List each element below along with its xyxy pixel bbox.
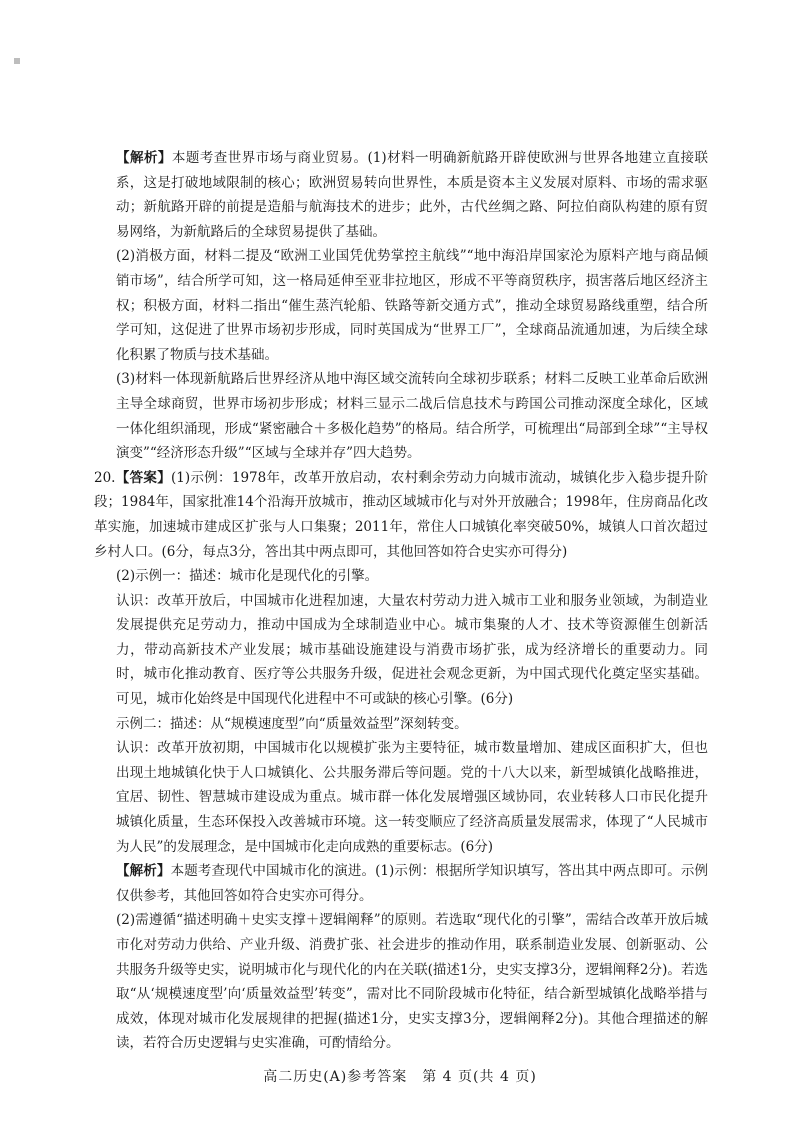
q20-example2-body: 认识：改革开放初期，中国城市化以规模扩张为主要特征，城市数量增加、建成区面积扩大，但也出现土地城镇化快于人口城镇化、公共服务滞后等问题。党的十八大以来，新型城镇化战略推进，宜居、韧性、智慧城市建设成为重点。城市群一体化发展增强区域协同，农业转移人口市民化提升城镇化质量，生态环保投入改善城市环境。这一转变顺应了经济高质量发展需求，体现了“人民城市为人民”的发展理念，是中国城市化走向成熟的重要标志。(6分) (116, 740, 708, 855)
q20-analysis-part2: (2)需遵循“描述明确＋史实支撑＋逻辑阐释”的原则。若选取“现代化的引擎”，需结合改革开放后城市化对劳动力供给、产业升级、消费扩张、社会进步的推动作用，联系制造业发展、创新驱动、公共服务升级等史实，说明城市化与现代化的内在关联(描述1分，史实支撑3分，逻辑阐释2分)。若选取“从‘规模速度型’向‘质量效益型’转变”，需对比不同阶段城市化特征，结合新型城镇化战略举措与成效，体现对城市化发展规律的把握(描述1分，史实支撑3分，逻辑阐释2分)。其他合理描述的解读，若符合历史逻辑与史实准确，可酌情给分。 (116, 912, 708, 1052)
answer-tag: 【答案】 (115, 469, 172, 486)
q20-example1-title: (2)示例一：描述：城市化是现代化的引擎。 (116, 568, 379, 585)
q19-part3: (3)材料一体现新航路后世界经济从地中海区域交流转向全球初步联系；材料二反映工业革命后欧洲主导全球商贸，世界市场初步形成；材料三显示二战后信息技术与跨国公司推动深度全球化，区域一体化组织涌现，形成“紧密融合＋多极化趋势”的格局。结合所学，可梳理出“局部到全球”“主导权演变”“经济形态升级”“区域与全球并存”四大趋势。 (116, 371, 708, 462)
q19-analysis (116, 146, 708, 244)
page-footer: 高二历史(A)参考答案 第 4 页(共 4 页) (263, 1069, 537, 1085)
analysis-tag: 【解析】 (116, 863, 171, 880)
question-number: 20. (94, 469, 116, 486)
q19-analysis-text: 本题考查世界市场与商业贸易。(1)材料一明确新航路开辟使欧洲与世界各地建立直接联系，这是打破地域限制的核心；欧洲贸易转向世界性，本质是资本主义发展对原料、市场的需求驱动；新航路开辟的前提是造船与航海技术的进步；此外，古代丝绸之路、阿拉伯商队构建的原有贸易网络，为新航路后的全球贸易提供了基础。 (116, 150, 708, 240)
analysis-tag: 【解析】 (116, 150, 172, 166)
q20-example2-title: 示例二：描述：从“规模速度型”向“质量效益型”深刻转变。 (116, 715, 468, 732)
q19-part2: (2)消极方面，材料二提及“欧洲工业国凭优势掌控主航线”“地中海沿岸国家沦为原料产地与商品倾销市场”，结合所学可知，这一格局延伸至亚非拉地区，形成不平等商贸秩序，损害落后地区经济主权；积极方面，材料二指出“催生蒸汽轮船、铁路等新交通方式”，推动全球贸易路线重塑，结合所学可知，这促进了世界市场初步形成，同时英国成为“世界工厂”，全球商品流通加速，为后续全球化积累了物质与技术基础。 (116, 248, 708, 363)
q20-example1-body: 认识：改革开放后，中国城市化进程加速，大量农村劳动力进入城市工业和服务业领域，为制造业发展提供充足劳动力，推动中国成为全球制造业中心。城市集聚的人才、技术等资源催生创新活力，带动高新技术产业发展；城市基础设施建设与消费市场扩张，成为经济增长的重要动力。同时，城市化推动教育、医疗等公共服务升级，促进社会观念更新，为中国式现代化奠定坚实基础。可见，城市化始终是中国现代化进程中不可或缺的核心引擎。(6分) (116, 592, 708, 708)
answer-content (94, 146, 708, 1056)
scan-corner-mark (14, 58, 20, 64)
q20-answer-text: (1)示例：1978年，改革开放启动，农村剩余劳动力向城市流动，城镇化步入稳步提升阶段；1984年，国家批准14个沿海开放城市，推动区域城市化与对外开放融合；1998年，住房商品化改革实施，加速城市建成区扩张与人口集聚；2011年，常住人口城镇化率突破50%，城镇人口首次超过乡村人口。(6分，每点3分，答出其中两点即可，其他回答如符合史实亦可得分) (94, 469, 708, 560)
q20-answer (94, 466, 708, 564)
q20-analysis (116, 859, 708, 908)
q20-analysis-text: 本题考查现代中国城市化的演进。(1)示例：根据所学知识填写，答出其中两点即可。示例仅供参考，其他回答如符合史实亦可得分。 (116, 863, 708, 904)
